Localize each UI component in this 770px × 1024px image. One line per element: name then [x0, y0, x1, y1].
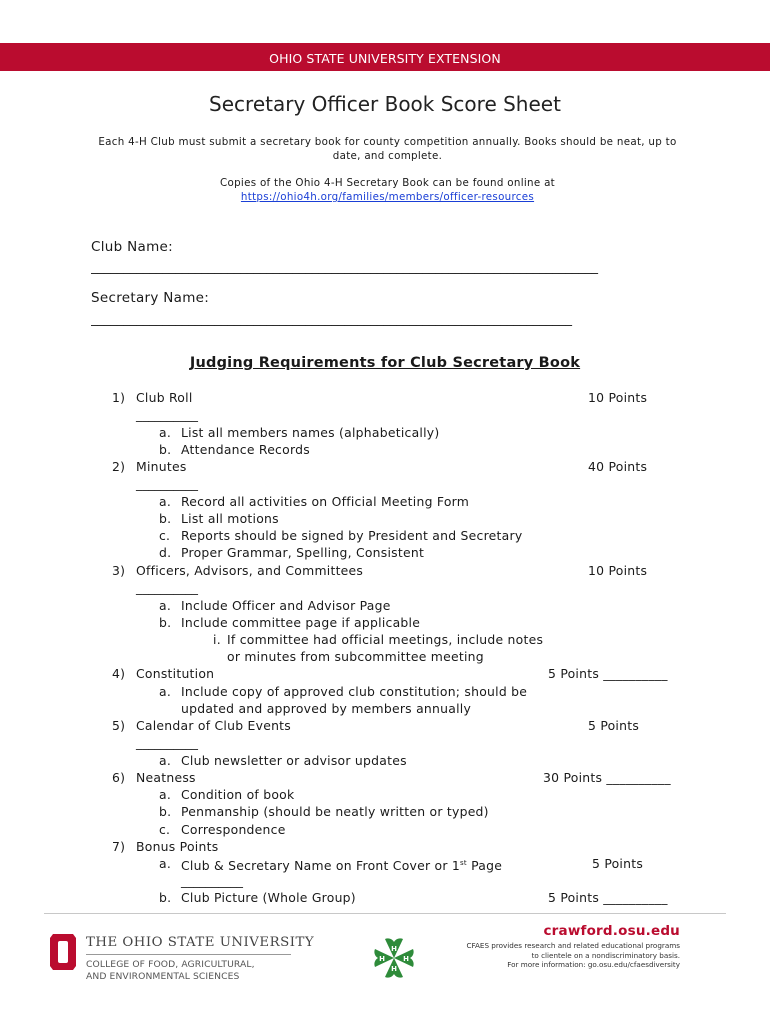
- officer-resources-link[interactable]: https://ohio4h.org/families/members/officer-resources: [240, 191, 535, 203]
- sub-letter: a.: [159, 684, 172, 699]
- university-name: THE OHIO STATE UNIVERSITY: [86, 935, 315, 950]
- sub-text-tail: Page: [466, 858, 503, 874]
- item-points: 5 Points __________: [548, 890, 668, 905]
- item-points: 30 Points __________: [543, 770, 671, 785]
- item-points: 5 Points: [592, 856, 644, 871]
- item-points: 10 Points: [588, 390, 648, 405]
- item-points: 40 Points: [588, 459, 648, 474]
- item-label-minutes: Minutes: [136, 459, 187, 474]
- sub-text: Correspondence: [181, 822, 286, 837]
- osu-block-o-icon: [49, 932, 77, 972]
- sub-letter: i.: [213, 632, 221, 647]
- score-blank: __________: [136, 735, 198, 750]
- sub-text: Penmanship (should be neatly written or typed): [181, 804, 489, 819]
- sub-text: Attendance Records: [181, 442, 310, 457]
- sub-text: updated and approved by members annually: [181, 701, 472, 716]
- footer-divider: [44, 913, 726, 914]
- item-points: 10 Points: [588, 563, 648, 578]
- sub-text-main: Club & Secretary Name on Front Cover or 1: [181, 858, 461, 874]
- copies-paragraph: [90, 176, 685, 204]
- svg-text:H: H: [379, 955, 385, 963]
- item-number: 6): [112, 770, 126, 785]
- county-site: crawford.osu.edu: [543, 923, 680, 939]
- item-points: 5 Points __________: [548, 666, 668, 681]
- extension-banner: OHIO STATE UNIVERSITY EXTENSION: [0, 43, 770, 71]
- sub-text: Proper Grammar, Spelling, Consistent: [181, 545, 425, 560]
- item-label-club-roll: Club Roll: [136, 390, 193, 405]
- sub-text: List all motions: [181, 511, 279, 526]
- sub-text: If committee had official meetings, include notes: [227, 632, 544, 647]
- score-blank: __________: [136, 476, 198, 491]
- ordinal-suffix: st: [460, 859, 467, 867]
- sub-letter: c.: [159, 822, 171, 837]
- club-name-line: ______________________________________________________________________________: [91, 261, 598, 275]
- item-label-neatness: Neatness: [136, 770, 196, 785]
- secretary-name-label: Secretary Name:: [91, 290, 210, 306]
- college-line: COLLEGE OF FOOD, AGRICULTURAL,: [86, 959, 255, 970]
- nd-line: to clientele on a nondiscriminatory basis.: [531, 950, 680, 960]
- item-label-calendar: Calendar of Club Events: [136, 718, 291, 733]
- sub-text: Include Officer and Advisor Page: [181, 598, 391, 613]
- score-blank: __________: [181, 873, 243, 888]
- intro-paragraph: Each 4-H Club must submit a secretary book for county competition annually. Books should be neat, up to date, and complete.: [98, 136, 677, 162]
- college-line: AND ENVIRONMENTAL SCIENCES: [86, 971, 240, 982]
- judging-heading: Judging Requirements for Club Secretary Book: [189, 355, 581, 371]
- item-label-constitution: Constitution: [136, 666, 215, 681]
- copies-text: Copies of the Ohio 4-H Secretary Book can be found online at: [219, 177, 556, 189]
- item-points: 5 Points: [588, 718, 640, 733]
- sub-letter: a.: [159, 787, 172, 802]
- sub-letter: a.: [159, 598, 172, 613]
- sub-letter: b.: [159, 804, 172, 819]
- item-number: 2): [112, 459, 126, 474]
- sub-letter: b.: [159, 442, 172, 457]
- item-number: 1): [112, 390, 126, 405]
- item-number: 3): [112, 563, 126, 578]
- college-name: [86, 959, 255, 983]
- nondiscrimination-statement: [420, 941, 680, 970]
- sub-letter: a.: [159, 425, 172, 440]
- svg-text:H: H: [403, 955, 409, 963]
- nd-line: For more information: go.osu.edu/cfaesdiversity: [507, 960, 680, 970]
- university-divider: [86, 954, 291, 955]
- sub-text: Club newsletter or advisor updates: [181, 753, 407, 768]
- sub-text: Include committee page if applicable: [181, 615, 421, 630]
- item-label-officers: Officers, Advisors, and Committees: [136, 563, 364, 578]
- page-title: Secretary Officer Book Score Sheet: [209, 92, 561, 116]
- sub-text: Condition of book: [181, 787, 295, 802]
- item-label-bonus: Bonus Points: [136, 839, 219, 854]
- secretary-name-line: __________________________________________________________________________: [91, 313, 572, 327]
- sub-letter: b.: [159, 511, 172, 526]
- sub-text: Record all activities on Official Meeting Form: [181, 494, 470, 509]
- four-h-clover-icon: [373, 937, 415, 981]
- svg-text:H: H: [391, 945, 397, 953]
- sub-letter: a.: [159, 856, 172, 871]
- nd-line: CFAES provides research and related educational programs: [466, 941, 680, 950]
- item-number: 4): [112, 666, 126, 681]
- sub-text: [181, 856, 502, 873]
- item-number: 7): [112, 839, 126, 854]
- sub-letter: b.: [159, 890, 172, 905]
- sub-text: or minutes from subcommittee meeting: [227, 649, 484, 664]
- sub-letter: b.: [159, 615, 172, 630]
- score-blank: __________: [136, 580, 198, 595]
- sub-letter: c.: [159, 528, 171, 543]
- item-number: 5): [112, 718, 126, 733]
- svg-text:H: H: [391, 965, 397, 973]
- sub-text: Include copy of approved club constitution; should be: [181, 684, 528, 699]
- sub-letter: d.: [159, 545, 172, 560]
- score-blank: __________: [136, 407, 198, 422]
- sub-letter: a.: [159, 753, 172, 768]
- club-name-label: Club Name:: [91, 239, 173, 255]
- sub-letter: a.: [159, 494, 172, 509]
- sub-text: Reports should be signed by President and Secretary: [181, 528, 523, 543]
- sub-text: List all members names (alphabetically): [181, 425, 440, 440]
- sub-text: Club Picture (Whole Group): [181, 890, 356, 905]
